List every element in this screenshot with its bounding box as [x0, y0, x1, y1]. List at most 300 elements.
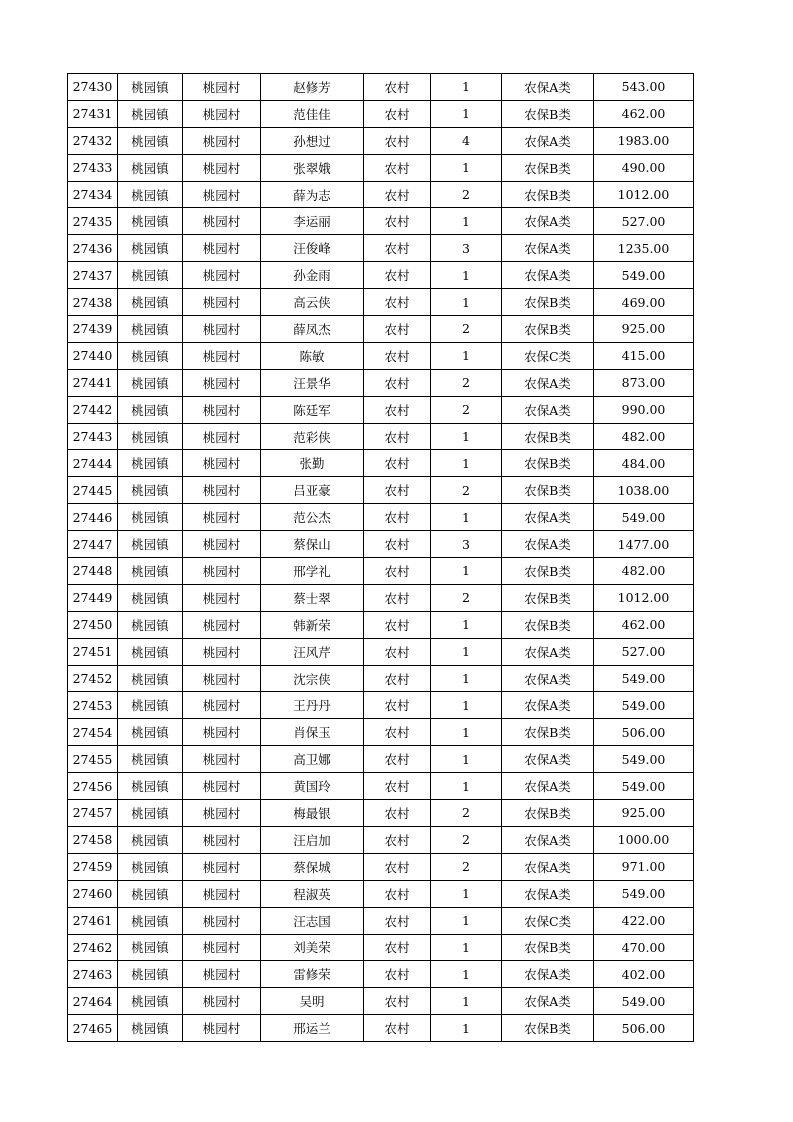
insurance-type-cell: 农保B类 — [502, 584, 594, 611]
household-count-cell: 2 — [431, 800, 502, 827]
table-row — [68, 638, 694, 665]
amount-cell: 549.00 — [594, 692, 694, 719]
village-cell: 桃园村 — [183, 826, 261, 853]
table-row — [68, 74, 694, 101]
insurance-type-cell: 农保B类 — [502, 181, 594, 208]
name-cell: 薛为志 — [261, 181, 364, 208]
insurance-type-cell: 农保A类 — [502, 127, 594, 154]
name-cell: 高云侠 — [261, 289, 364, 316]
town-cell: 桃园镇 — [118, 208, 183, 235]
area-type-cell: 农村 — [364, 826, 431, 853]
amount-cell: 506.00 — [594, 1015, 694, 1042]
household-count-cell: 1 — [431, 558, 502, 585]
village-cell: 桃园村 — [183, 638, 261, 665]
row-id-cell: 27459 — [68, 853, 118, 880]
village-cell: 桃园村 — [183, 342, 261, 369]
area-type-cell: 农村 — [364, 907, 431, 934]
area-type-cell: 农村 — [364, 611, 431, 638]
amount-cell: 549.00 — [594, 665, 694, 692]
name-cell: 陈廷军 — [261, 396, 364, 423]
household-count-cell: 2 — [431, 316, 502, 343]
insurance-type-cell: 农保B类 — [502, 719, 594, 746]
village-cell: 桃园村 — [183, 773, 261, 800]
row-id-cell: 27449 — [68, 584, 118, 611]
row-id-cell: 27432 — [68, 127, 118, 154]
village-cell: 桃园村 — [183, 907, 261, 934]
insurance-type-cell: 农保B类 — [502, 154, 594, 181]
area-type-cell: 农村 — [364, 800, 431, 827]
area-type-cell: 农村 — [364, 289, 431, 316]
table-row — [68, 262, 694, 289]
area-type-cell: 农村 — [364, 853, 431, 880]
amount-cell: 873.00 — [594, 369, 694, 396]
village-cell: 桃园村 — [183, 369, 261, 396]
row-id-cell: 27450 — [68, 611, 118, 638]
table-row — [68, 853, 694, 880]
amount-cell: 462.00 — [594, 100, 694, 127]
household-count-cell: 1 — [431, 880, 502, 907]
town-cell: 桃园镇 — [118, 988, 183, 1015]
name-cell: 孙金雨 — [261, 262, 364, 289]
row-id-cell: 27457 — [68, 800, 118, 827]
amount-cell: 422.00 — [594, 907, 694, 934]
row-id-cell: 27465 — [68, 1015, 118, 1042]
village-cell: 桃园村 — [183, 611, 261, 638]
row-id-cell: 27451 — [68, 638, 118, 665]
row-id-cell: 27453 — [68, 692, 118, 719]
table-row — [68, 450, 694, 477]
village-cell: 桃园村 — [183, 127, 261, 154]
table-row — [68, 423, 694, 450]
name-cell: 范佳佳 — [261, 100, 364, 127]
household-count-cell: 1 — [431, 504, 502, 531]
town-cell: 桃园镇 — [118, 504, 183, 531]
row-id-cell: 27440 — [68, 342, 118, 369]
name-cell: 王丹丹 — [261, 692, 364, 719]
household-count-cell: 2 — [431, 369, 502, 396]
insurance-type-cell: 农保A类 — [502, 988, 594, 1015]
village-cell: 桃园村 — [183, 181, 261, 208]
town-cell: 桃园镇 — [118, 934, 183, 961]
household-count-cell: 2 — [431, 853, 502, 880]
village-cell: 桃园村 — [183, 880, 261, 907]
insurance-type-cell: 农保A类 — [502, 665, 594, 692]
table-row — [68, 746, 694, 773]
name-cell: 汪景华 — [261, 369, 364, 396]
household-count-cell: 2 — [431, 181, 502, 208]
amount-cell: 462.00 — [594, 611, 694, 638]
town-cell: 桃园镇 — [118, 289, 183, 316]
amount-cell: 549.00 — [594, 262, 694, 289]
insurance-type-cell: 农保B类 — [502, 100, 594, 127]
area-type-cell: 农村 — [364, 262, 431, 289]
household-count-cell: 1 — [431, 692, 502, 719]
table-row — [68, 988, 694, 1015]
row-id-cell: 27446 — [68, 504, 118, 531]
amount-cell: 1038.00 — [594, 477, 694, 504]
town-cell: 桃园镇 — [118, 558, 183, 585]
town-cell: 桃园镇 — [118, 1015, 183, 1042]
row-id-cell: 27462 — [68, 934, 118, 961]
town-cell: 桃园镇 — [118, 584, 183, 611]
town-cell: 桃园镇 — [118, 181, 183, 208]
row-id-cell: 27443 — [68, 423, 118, 450]
area-type-cell: 农村 — [364, 504, 431, 531]
insurance-type-cell: 农保A类 — [502, 746, 594, 773]
town-cell: 桃园镇 — [118, 692, 183, 719]
table-row — [68, 665, 694, 692]
household-count-cell: 1 — [431, 289, 502, 316]
insurance-type-cell: 农保A类 — [502, 531, 594, 558]
amount-cell: 482.00 — [594, 558, 694, 585]
village-cell: 桃园村 — [183, 74, 261, 101]
town-cell: 桃园镇 — [118, 154, 183, 181]
name-cell: 黄国玲 — [261, 773, 364, 800]
amount-cell: 415.00 — [594, 342, 694, 369]
insurance-type-cell: 农保B类 — [502, 800, 594, 827]
area-type-cell: 农村 — [364, 584, 431, 611]
town-cell: 桃园镇 — [118, 961, 183, 988]
area-type-cell: 农村 — [364, 450, 431, 477]
area-type-cell: 农村 — [364, 127, 431, 154]
table-row — [68, 1015, 694, 1042]
town-cell: 桃园镇 — [118, 746, 183, 773]
row-id-cell: 27452 — [68, 665, 118, 692]
town-cell: 桃园镇 — [118, 531, 183, 558]
insurance-type-cell: 农保A类 — [502, 826, 594, 853]
table-row — [68, 611, 694, 638]
row-id-cell: 27458 — [68, 826, 118, 853]
area-type-cell: 农村 — [364, 423, 431, 450]
insurance-type-cell: 农保B类 — [502, 423, 594, 450]
town-cell: 桃园镇 — [118, 719, 183, 746]
household-count-cell: 3 — [431, 531, 502, 558]
amount-cell: 925.00 — [594, 316, 694, 343]
table-row — [68, 934, 694, 961]
amount-cell: 549.00 — [594, 773, 694, 800]
amount-cell: 1983.00 — [594, 127, 694, 154]
name-cell: 蔡保山 — [261, 531, 364, 558]
village-cell: 桃园村 — [183, 584, 261, 611]
town-cell: 桃园镇 — [118, 853, 183, 880]
household-count-cell: 1 — [431, 934, 502, 961]
amount-cell: 484.00 — [594, 450, 694, 477]
village-cell: 桃园村 — [183, 558, 261, 585]
village-cell: 桃园村 — [183, 531, 261, 558]
row-id-cell: 27448 — [68, 558, 118, 585]
name-cell: 汪风芹 — [261, 638, 364, 665]
household-count-cell: 1 — [431, 719, 502, 746]
town-cell: 桃园镇 — [118, 127, 183, 154]
amount-cell: 549.00 — [594, 880, 694, 907]
amount-cell: 469.00 — [594, 289, 694, 316]
name-cell: 高卫娜 — [261, 746, 364, 773]
area-type-cell: 农村 — [364, 477, 431, 504]
name-cell: 孙想过 — [261, 127, 364, 154]
area-type-cell: 农村 — [364, 396, 431, 423]
insurance-type-cell: 农保B类 — [502, 1015, 594, 1042]
table-row — [68, 342, 694, 369]
name-cell: 邢学礼 — [261, 558, 364, 585]
village-cell: 桃园村 — [183, 289, 261, 316]
amount-cell: 543.00 — [594, 74, 694, 101]
household-count-cell: 1 — [431, 907, 502, 934]
insurance-type-cell: 农保B类 — [502, 934, 594, 961]
area-type-cell: 农村 — [364, 100, 431, 127]
town-cell: 桃园镇 — [118, 907, 183, 934]
household-count-cell: 2 — [431, 584, 502, 611]
area-type-cell: 农村 — [364, 558, 431, 585]
table-row — [68, 531, 694, 558]
household-count-cell: 1 — [431, 74, 502, 101]
amount-cell: 490.00 — [594, 154, 694, 181]
table-row — [68, 880, 694, 907]
table-row — [68, 235, 694, 262]
household-count-cell: 1 — [431, 773, 502, 800]
table-body — [68, 74, 694, 1042]
area-type-cell: 农村 — [364, 692, 431, 719]
town-cell: 桃园镇 — [118, 477, 183, 504]
village-cell: 桃园村 — [183, 853, 261, 880]
name-cell: 肖保玉 — [261, 719, 364, 746]
row-id-cell: 27430 — [68, 74, 118, 101]
row-id-cell: 27460 — [68, 880, 118, 907]
table-row — [68, 773, 694, 800]
household-count-cell: 2 — [431, 477, 502, 504]
village-cell: 桃园村 — [183, 692, 261, 719]
town-cell: 桃园镇 — [118, 74, 183, 101]
town-cell: 桃园镇 — [118, 235, 183, 262]
amount-cell: 1012.00 — [594, 584, 694, 611]
village-cell: 桃园村 — [183, 100, 261, 127]
row-id-cell: 27436 — [68, 235, 118, 262]
area-type-cell: 农村 — [364, 208, 431, 235]
row-id-cell: 27434 — [68, 181, 118, 208]
village-cell: 桃园村 — [183, 961, 261, 988]
insurance-type-cell: 农保B类 — [502, 289, 594, 316]
table-row — [68, 154, 694, 181]
row-id-cell: 27444 — [68, 450, 118, 477]
name-cell: 蔡士翠 — [261, 584, 364, 611]
table-row — [68, 692, 694, 719]
table-row — [68, 584, 694, 611]
name-cell: 张翠娥 — [261, 154, 364, 181]
area-type-cell: 农村 — [364, 746, 431, 773]
area-type-cell: 农村 — [364, 961, 431, 988]
row-id-cell: 27441 — [68, 369, 118, 396]
insurance-type-cell: 农保B类 — [502, 558, 594, 585]
area-type-cell: 农村 — [364, 638, 431, 665]
amount-cell: 506.00 — [594, 719, 694, 746]
row-id-cell: 27437 — [68, 262, 118, 289]
name-cell: 蔡保城 — [261, 853, 364, 880]
area-type-cell: 农村 — [364, 531, 431, 558]
amount-cell: 971.00 — [594, 853, 694, 880]
household-count-cell: 1 — [431, 262, 502, 289]
row-id-cell: 27435 — [68, 208, 118, 235]
row-id-cell: 27464 — [68, 988, 118, 1015]
insurance-type-cell: 农保A类 — [502, 369, 594, 396]
amount-cell: 1235.00 — [594, 235, 694, 262]
row-id-cell: 27433 — [68, 154, 118, 181]
village-cell: 桃园村 — [183, 665, 261, 692]
town-cell: 桃园镇 — [118, 342, 183, 369]
village-cell: 桃园村 — [183, 235, 261, 262]
name-cell: 范彩侠 — [261, 423, 364, 450]
row-id-cell: 27461 — [68, 907, 118, 934]
table-row — [68, 826, 694, 853]
village-cell: 桃园村 — [183, 504, 261, 531]
household-count-cell: 2 — [431, 826, 502, 853]
village-cell: 桃园村 — [183, 477, 261, 504]
table-row — [68, 369, 694, 396]
household-count-cell: 1 — [431, 746, 502, 773]
amount-cell: 990.00 — [594, 396, 694, 423]
name-cell: 李运丽 — [261, 208, 364, 235]
amount-cell: 1012.00 — [594, 181, 694, 208]
insurance-type-cell: 农保C类 — [502, 907, 594, 934]
table-row — [68, 396, 694, 423]
household-count-cell: 4 — [431, 127, 502, 154]
table-row — [68, 504, 694, 531]
village-cell: 桃园村 — [183, 423, 261, 450]
village-cell: 桃园村 — [183, 396, 261, 423]
area-type-cell: 农村 — [364, 934, 431, 961]
table-row — [68, 477, 694, 504]
household-count-cell: 1 — [431, 988, 502, 1015]
insurance-type-cell: 农保A类 — [502, 638, 594, 665]
village-cell: 桃园村 — [183, 1015, 261, 1042]
row-id-cell: 27447 — [68, 531, 118, 558]
area-type-cell: 农村 — [364, 773, 431, 800]
table-row — [68, 316, 694, 343]
row-id-cell: 27463 — [68, 961, 118, 988]
amount-cell: 549.00 — [594, 504, 694, 531]
insurance-type-cell: 农保C类 — [502, 342, 594, 369]
area-type-cell: 农村 — [364, 719, 431, 746]
town-cell: 桃园镇 — [118, 100, 183, 127]
amount-cell: 549.00 — [594, 988, 694, 1015]
area-type-cell: 农村 — [364, 74, 431, 101]
village-cell: 桃园村 — [183, 262, 261, 289]
table-row — [68, 127, 694, 154]
area-type-cell: 农村 — [364, 369, 431, 396]
row-id-cell: 27445 — [68, 477, 118, 504]
name-cell: 薛凤杰 — [261, 316, 364, 343]
table-row — [68, 208, 694, 235]
town-cell: 桃园镇 — [118, 638, 183, 665]
household-count-cell: 1 — [431, 208, 502, 235]
name-cell: 范公杰 — [261, 504, 364, 531]
table-row — [68, 558, 694, 585]
table-row — [68, 719, 694, 746]
row-id-cell: 27439 — [68, 316, 118, 343]
insurance-type-cell: 农保A类 — [502, 961, 594, 988]
row-id-cell: 27442 — [68, 396, 118, 423]
name-cell: 韩新荣 — [261, 611, 364, 638]
town-cell: 桃园镇 — [118, 773, 183, 800]
insurance-type-cell: 农保A类 — [502, 396, 594, 423]
amount-cell: 482.00 — [594, 423, 694, 450]
town-cell: 桃园镇 — [118, 369, 183, 396]
insurance-type-cell: 农保B类 — [502, 450, 594, 477]
table-row — [68, 907, 694, 934]
data-table — [67, 73, 694, 1042]
village-cell: 桃园村 — [183, 719, 261, 746]
household-count-cell: 1 — [431, 154, 502, 181]
row-id-cell: 27455 — [68, 746, 118, 773]
name-cell: 赵修芳 — [261, 74, 364, 101]
insurance-type-cell: 农保A类 — [502, 208, 594, 235]
household-count-cell: 1 — [431, 638, 502, 665]
area-type-cell: 农村 — [364, 988, 431, 1015]
area-type-cell: 农村 — [364, 665, 431, 692]
town-cell: 桃园镇 — [118, 316, 183, 343]
town-cell: 桃园镇 — [118, 423, 183, 450]
area-type-cell: 农村 — [364, 154, 431, 181]
name-cell: 陈敏 — [261, 342, 364, 369]
household-count-cell: 1 — [431, 611, 502, 638]
village-cell: 桃园村 — [183, 450, 261, 477]
town-cell: 桃园镇 — [118, 665, 183, 692]
table-row — [68, 289, 694, 316]
name-cell: 吴明 — [261, 988, 364, 1015]
name-cell: 刘美荣 — [261, 934, 364, 961]
insurance-type-cell: 农保A类 — [502, 880, 594, 907]
name-cell: 吕亚豪 — [261, 477, 364, 504]
household-count-cell: 1 — [431, 342, 502, 369]
name-cell: 雷修荣 — [261, 961, 364, 988]
row-id-cell: 27438 — [68, 289, 118, 316]
village-cell: 桃园村 — [183, 746, 261, 773]
name-cell: 程淑英 — [261, 880, 364, 907]
name-cell: 沈宗侠 — [261, 665, 364, 692]
household-count-cell: 1 — [431, 450, 502, 477]
row-id-cell: 27454 — [68, 719, 118, 746]
village-cell: 桃园村 — [183, 154, 261, 181]
household-count-cell: 2 — [431, 396, 502, 423]
area-type-cell: 农村 — [364, 181, 431, 208]
row-id-cell: 27456 — [68, 773, 118, 800]
name-cell: 汪俊峰 — [261, 235, 364, 262]
amount-cell: 470.00 — [594, 934, 694, 961]
table-row — [68, 961, 694, 988]
insurance-type-cell: 农保A类 — [502, 235, 594, 262]
amount-cell: 1477.00 — [594, 531, 694, 558]
row-id-cell: 27431 — [68, 100, 118, 127]
insurance-type-cell: 农保B类 — [502, 611, 594, 638]
name-cell: 汪志国 — [261, 907, 364, 934]
table-row — [68, 181, 694, 208]
insurance-type-cell: 农保A类 — [502, 504, 594, 531]
town-cell: 桃园镇 — [118, 800, 183, 827]
insurance-type-cell: 农保A类 — [502, 853, 594, 880]
amount-cell: 402.00 — [594, 961, 694, 988]
insurance-type-cell: 农保A类 — [502, 74, 594, 101]
amount-cell: 527.00 — [594, 638, 694, 665]
area-type-cell: 农村 — [364, 316, 431, 343]
village-cell: 桃园村 — [183, 988, 261, 1015]
household-count-cell: 3 — [431, 235, 502, 262]
area-type-cell: 农村 — [364, 235, 431, 262]
town-cell: 桃园镇 — [118, 611, 183, 638]
town-cell: 桃园镇 — [118, 880, 183, 907]
household-count-cell: 1 — [431, 423, 502, 450]
town-cell: 桃园镇 — [118, 826, 183, 853]
village-cell: 桃园村 — [183, 316, 261, 343]
insurance-type-cell: 农保B类 — [502, 477, 594, 504]
amount-cell: 925.00 — [594, 800, 694, 827]
